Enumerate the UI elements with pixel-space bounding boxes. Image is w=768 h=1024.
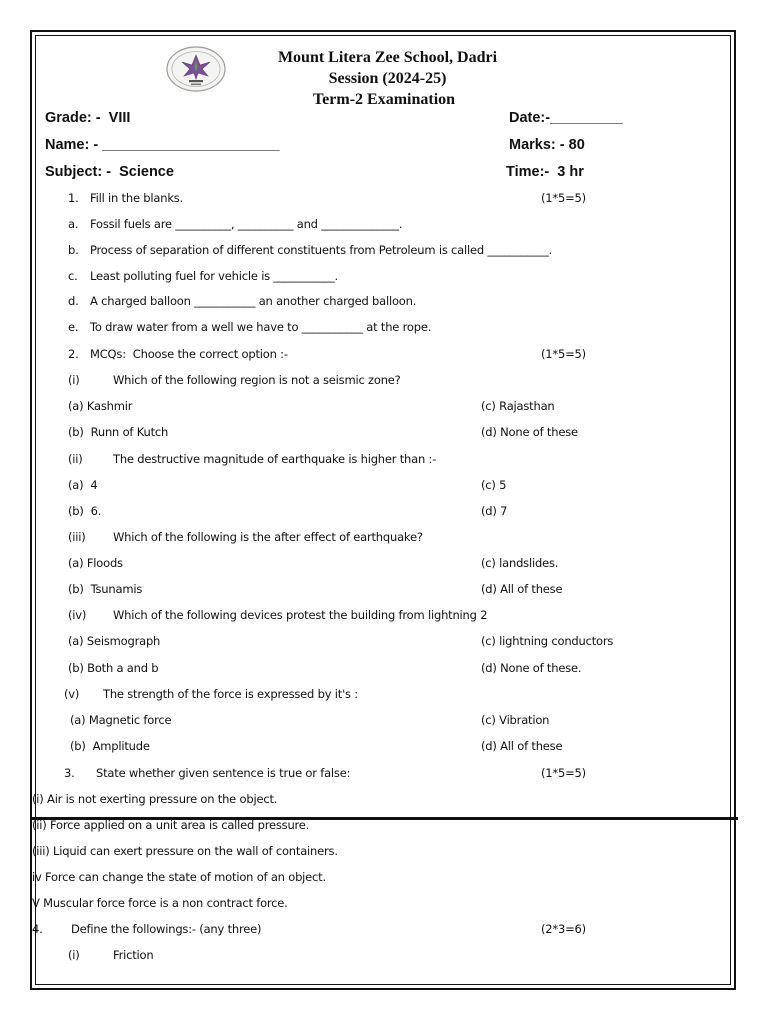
mcq-option: (d) All of these — [481, 739, 563, 753]
statement-text: (iii) Liquid can exert pressure on the wall of containers. — [32, 844, 338, 858]
mcq-question — [0, 450, 768, 468]
mcq-option: (b) Runn of Kutch — [68, 425, 169, 439]
mcq-option-row — [0, 554, 768, 572]
statement-text: (ii) Force applied on a unit area is called pressure. — [32, 818, 310, 832]
question-number: 3. — [64, 766, 75, 780]
item-label: c. — [68, 269, 78, 283]
subject-field: Subject: - Science — [45, 164, 174, 180]
mcq-option: (a) Seismograph — [68, 634, 161, 648]
define-item — [0, 946, 768, 964]
session-title: Session (2024-25) — [328, 70, 447, 87]
mcq-option: (c) lightning conductors — [481, 634, 614, 648]
true-false-statement — [0, 842, 768, 860]
name-field: Name: - ______________________ — [45, 137, 280, 153]
mcq-option-row — [0, 711, 768, 729]
question-text: MCQs: Choose the correct option :- — [90, 347, 288, 361]
school-name: Mount Litera Zee School, Dadri — [277, 49, 498, 66]
true-false-statement — [0, 894, 768, 912]
mcq-text: The strength of the force is expressed by it's : — [103, 687, 358, 701]
mcq-option: (d) None of these. — [481, 661, 582, 675]
mcq-option: (b) Amplitude — [70, 739, 150, 753]
item-text: To draw water from a well we have to ___________ at the rope. — [90, 320, 432, 334]
question-marks: (1*5=5) — [541, 347, 586, 361]
mcq-option-row — [0, 423, 768, 441]
true-false-statement — [0, 868, 768, 886]
mcq-option-row — [0, 397, 768, 415]
mcq-question — [0, 528, 768, 546]
blank-item — [0, 267, 768, 285]
question-marks: (2*3=6) — [541, 922, 586, 936]
question-number: 1. — [68, 191, 79, 205]
true-false-statement — [0, 790, 768, 808]
mcq-option: (c) Vibration — [481, 713, 550, 727]
mcq-option-row — [0, 659, 768, 677]
question-text: State whether given sentence is true or false: — [96, 766, 351, 780]
question-text: Fill in the blanks. — [90, 191, 184, 205]
mcq-option: (b) Tsunamis — [68, 582, 143, 596]
mcq-option: (c) Rajasthan — [481, 399, 555, 413]
statement-text: V Muscular force force is a non contract force. — [32, 896, 288, 910]
mcq-option: (a) Magnetic force — [70, 713, 172, 727]
item-label: d. — [68, 294, 79, 308]
item-text: Least polluting fuel for vehicle is ___________. — [90, 269, 338, 283]
item-label: a. — [68, 217, 79, 231]
question-2-heading — [0, 345, 768, 363]
mcq-text: Which of the following devices protest the building from lightning 2 — [113, 608, 488, 622]
mcq-label: (i) — [68, 373, 80, 387]
true-false-statement — [0, 816, 768, 834]
mcq-option: (d) All of these — [481, 582, 563, 596]
blank-item — [0, 215, 768, 233]
mcq-option-row — [0, 580, 768, 598]
mcq-label: (v) — [64, 687, 80, 701]
mcq-option-row — [0, 502, 768, 520]
term-title: Term-2 Examination — [312, 91, 456, 108]
mcq-option: (a) Floods — [68, 556, 123, 570]
question-3-heading — [0, 764, 768, 782]
mcq-label: (iii) — [68, 530, 86, 544]
item-label: e. — [68, 320, 79, 334]
item-text: A charged balloon ___________ an another charged balloon. — [90, 294, 417, 308]
time-field: Time:- 3 hr — [506, 164, 584, 180]
question-text: Define the followings:- (any three) — [71, 922, 262, 936]
mcq-option: (d) 7 — [481, 504, 508, 518]
mcq-text: Which of the following is the after effect of earthquake? — [113, 530, 423, 544]
mcq-question — [0, 606, 768, 624]
question-marks: (1*5=5) — [541, 766, 586, 780]
question-4-heading — [0, 920, 768, 938]
mcq-option: (c) landslides. — [481, 556, 559, 570]
mcq-question — [0, 371, 768, 389]
mcq-text: Which of the following region is not a seismic zone? — [113, 373, 401, 387]
item-text: Process of separation of different constituents from Petroleum is called ___________. — [90, 243, 552, 257]
question-number: 4. — [32, 922, 43, 936]
marks-field: Marks: - 80 — [509, 137, 585, 153]
item-label: (i) — [68, 948, 80, 962]
mcq-label: (iv) — [68, 608, 87, 622]
mcq-question — [0, 685, 768, 703]
mcq-option: (b) Both a and b — [68, 661, 159, 675]
mcq-option: (c) 5 — [481, 478, 507, 492]
mcq-option: (d) None of these — [481, 425, 578, 439]
question-marks: (1*5=5) — [541, 191, 586, 205]
mcq-option-row — [0, 737, 768, 755]
mcq-option: (a) Kashmir — [68, 399, 133, 413]
mcq-label: (ii) — [68, 452, 83, 466]
grade-field: Grade: - VIII — [45, 110, 131, 126]
blank-item — [0, 292, 768, 310]
item-text: Fossil fuels are __________, __________ and ______________. — [90, 217, 403, 231]
blank-item — [0, 318, 768, 336]
item-label: b. — [68, 243, 79, 257]
mcq-option-row — [0, 632, 768, 650]
mcq-text: The destructive magnitude of earthquake is higher than :- — [113, 452, 437, 466]
question-1-heading — [0, 189, 768, 207]
blank-item — [0, 241, 768, 259]
date-field: Date:-_________ — [509, 110, 623, 126]
item-text: Friction — [113, 948, 154, 962]
mcq-option-row — [0, 476, 768, 494]
mcq-option: (a) 4 — [68, 478, 98, 492]
statement-text: iv Force can change the state of motion of an object. — [32, 870, 326, 884]
question-number: 2. — [68, 347, 79, 361]
statement-text: (i) Air is not exerting pressure on the object. — [32, 792, 278, 806]
mcq-option: (b) 6. — [68, 504, 102, 518]
